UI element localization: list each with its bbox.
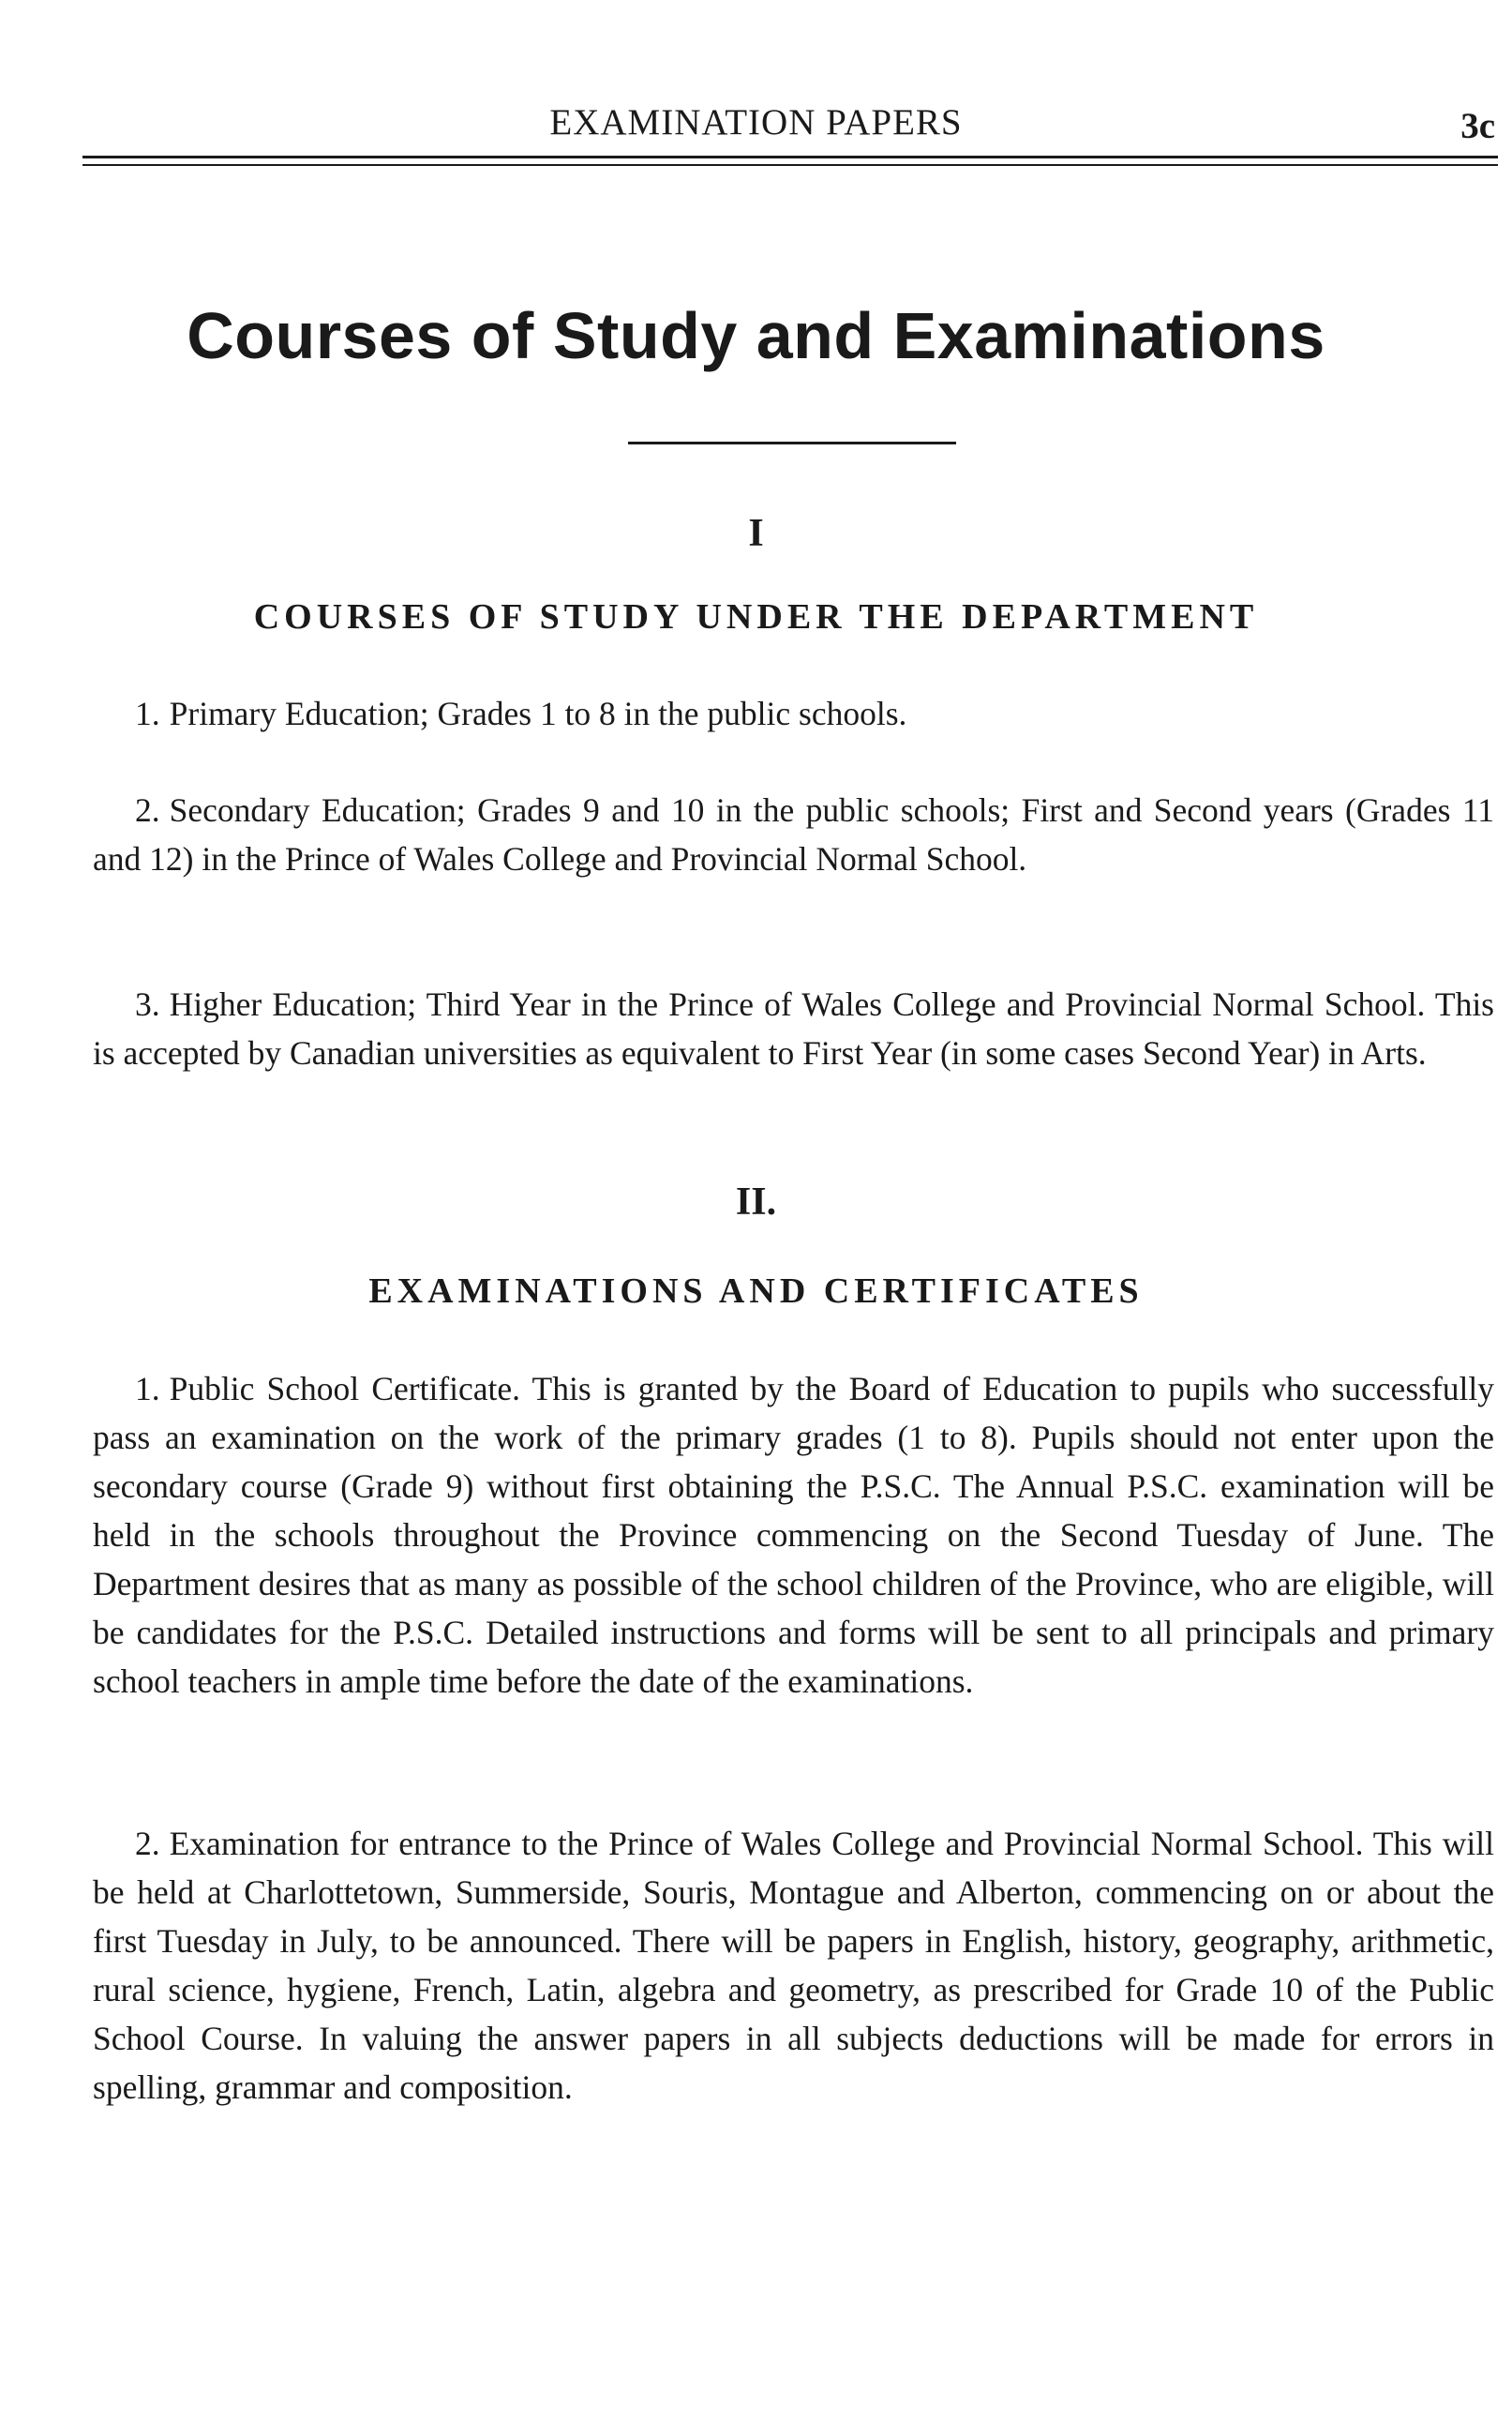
numbered-paragraph — [93, 980, 1494, 1077]
numbered-paragraph — [93, 786, 1494, 883]
numbered-paragraph — [93, 689, 1494, 738]
paragraph-text: Secondary Education; Grades 9 and 10 in the public schools; First and Second years (Grades 11 and 12) in the Prince of Wales College and Provincial Normal School. — [93, 791, 1494, 878]
page-title: Courses of Study and Examinations — [187, 299, 1325, 372]
section-heading: EXAMINATIONS AND CERTIFICATES — [368, 1271, 1144, 1311]
paragraph-text: Higher Education; Third Year in the Prince of Wales College and Provincial Normal School. This is accepted by Canadian universities as equivalent to First Year (in some cases Second Year) in Arts. — [93, 985, 1494, 1072]
paragraph-text: Examination for entrance to the Prince of Wales College and Provincial Normal School. This will be held at Charlottetown, Summerside, Souris, Montague and Alberton, commencing on or about the first Tuesday in July, to be announced. There will be papers in English, history, geography, arithmetic, rural science, hygiene, French, Latin, algebra and geometry, as prescribed for Grade 10 of the Public School Course. In valuing the answer papers in all subjects deductions will be made for errors in spelling, grammar and composition. — [93, 1825, 1494, 2106]
running-head: EXAMINATION PAPERS — [549, 102, 963, 143]
numbered-paragraph — [93, 1364, 1494, 1706]
numbered-paragraph — [93, 1819, 1494, 2112]
paragraph-number: 1. — [135, 1370, 160, 1407]
paragraph-text: Primary Education; Grades 1 to 8 in the public schools. — [169, 695, 907, 732]
header-rule — [82, 164, 1498, 166]
section-number: I — [748, 512, 764, 555]
paragraph-number: 2. — [135, 791, 160, 829]
paragraph-number: 3. — [135, 985, 160, 1023]
page-number: 3c — [1460, 106, 1495, 146]
section-heading: COURSES OF STUDY UNDER THE DEPARTMENT — [253, 597, 1259, 637]
paragraph-text: Public School Certificate. This is granted by the Board of Education to pupils who successfully pass an examination on the work of the primary grades (1 to 8). Pupils should not enter upon the secondary course (Grade 9) without first obtaining the P.S.C. The Annual P.S.C. examination will be held in the schools throughout the Province commencing on the Second Tuesday of June. The Department desires that as many as possible of the school children of the Province, who are eligible, will be candidates for the P.S.C. Detailed instructions and forms will be sent to all principals and primary school teachers in ample time before the date of the examinations. — [93, 1370, 1494, 1700]
section-number: II. — [735, 1180, 777, 1224]
header-rule — [82, 156, 1498, 158]
title-divider — [628, 442, 956, 444]
paragraph-number: 1. — [135, 695, 160, 732]
paragraph-number: 2. — [135, 1825, 160, 1862]
